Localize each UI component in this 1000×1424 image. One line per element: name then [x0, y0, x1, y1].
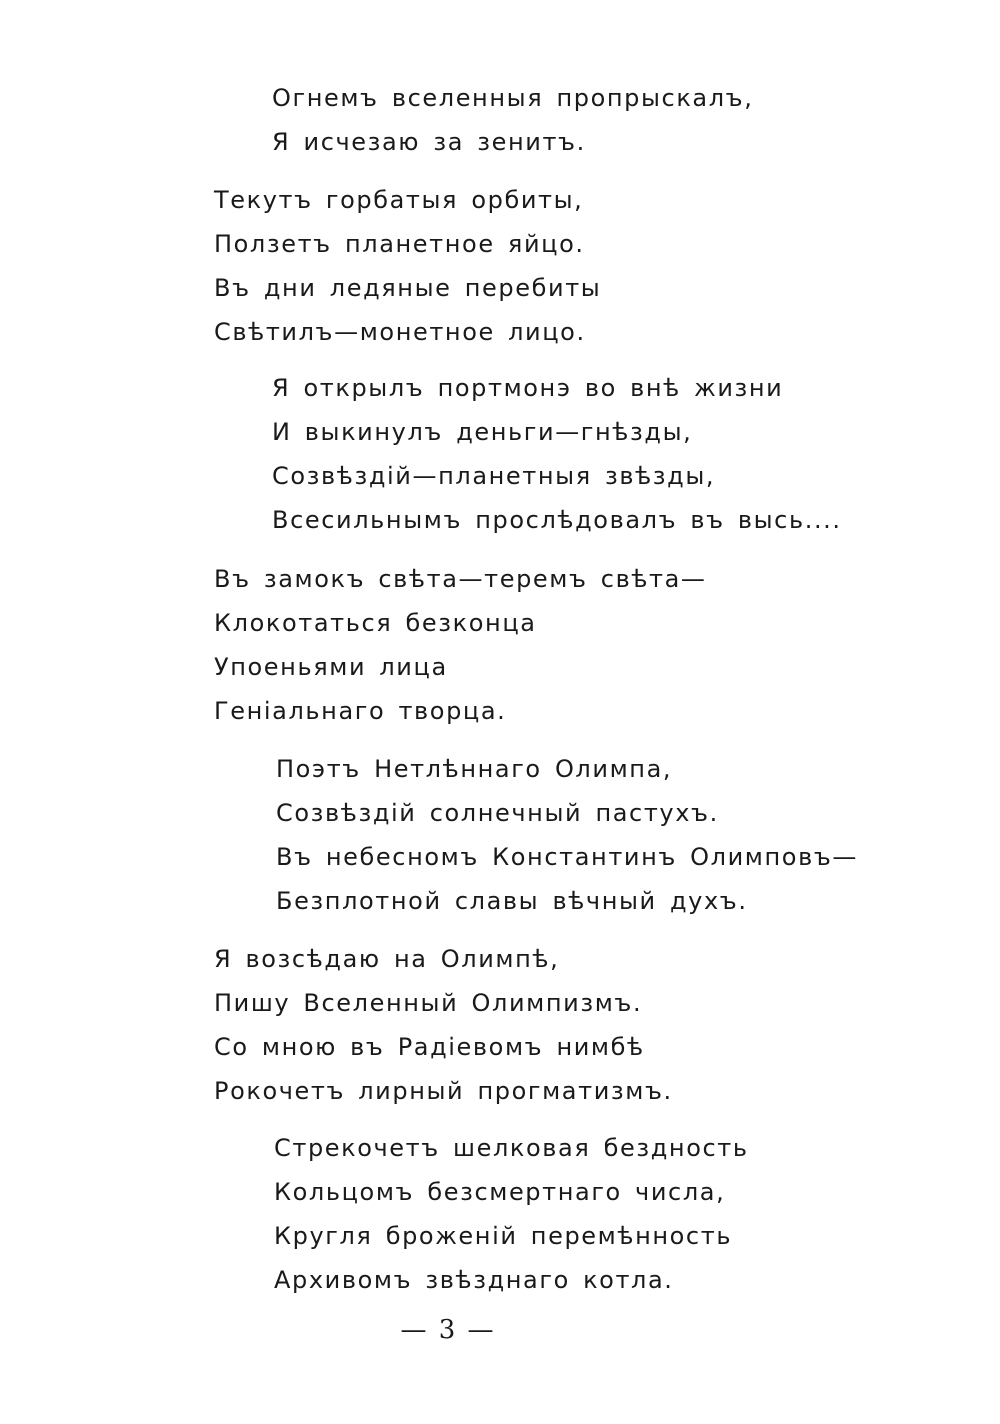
verse-line: Упоеньями лица: [214, 653, 448, 681]
stanza-4: [214, 557, 707, 733]
verse-line: Я исчезаю за зенитъ.: [272, 128, 586, 156]
verse-line: Созвѣздій—планетныя звѣзды,: [272, 462, 716, 490]
verse-line: Рокочетъ лирный прогматизмъ.: [214, 1077, 673, 1105]
verse-line: Ползетъ планетное яйцо.: [214, 230, 585, 258]
verse-line: Поэтъ Нетлѣннаго Олимпа,: [276, 755, 673, 783]
verse-line: Текутъ горбатыя орбиты,: [214, 186, 584, 214]
verse-line: Безплотной славы вѣчный духъ.: [276, 887, 748, 915]
page-number: — 3 —: [400, 1315, 496, 1345]
verse-line: Кругля броженій перемѣнность: [274, 1222, 733, 1250]
stanza-6: [214, 937, 673, 1113]
verse-line: Клокотаться безконца: [214, 609, 537, 637]
stanza-1: [272, 76, 753, 164]
verse-line: Стрекочетъ шелковая бездность: [274, 1134, 749, 1162]
stanza-2: [214, 178, 601, 354]
verse-line: Я возсѣдаю на Олимпѣ,: [214, 945, 560, 973]
stanza-7: [274, 1126, 749, 1302]
verse-line: Свѣтилъ—монетное лицо.: [214, 318, 586, 346]
verse-line: И выкинулъ деньги—гнѣзды,: [272, 418, 693, 446]
stanza-3: [272, 366, 842, 542]
verse-line: Пишу Вселенный Олимпизмъ.: [214, 989, 643, 1017]
verse-line: Въ небесномъ Константинъ Олимповъ—: [276, 843, 858, 871]
verse-line: Въ замокъ свѣта—теремъ свѣта—: [214, 565, 707, 593]
verse-line: Со мною въ Радіевомъ нимбѣ: [214, 1033, 645, 1061]
verse-line: Архивомъ звѣзднаго котла.: [274, 1266, 674, 1294]
verse-line: Я открылъ портмонэ во внѣ жизни: [272, 374, 784, 402]
verse-line: Всесильнымъ прослѣдовалъ въ высь....: [272, 506, 842, 534]
verse-line: Въ дни ледяные перебиты: [214, 274, 602, 302]
verse-line: Огнемъ вселенныя пропрыскалъ,: [272, 84, 754, 112]
verse-line: Геніальнаго творца.: [214, 697, 507, 725]
stanza-5: [276, 747, 858, 923]
verse-line: Кольцомъ безсмертнаго числа,: [274, 1178, 726, 1206]
verse-line: Созвѣздій солнечный пастухъ.: [276, 799, 719, 827]
